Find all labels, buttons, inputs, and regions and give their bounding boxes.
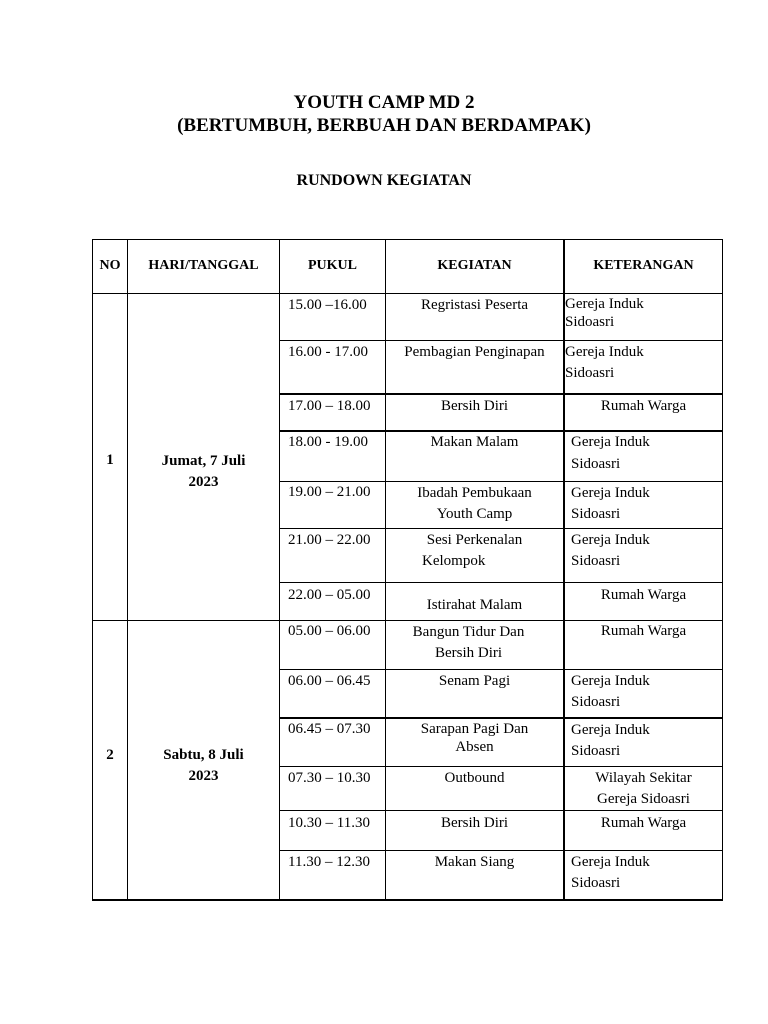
table-right-border xyxy=(722,239,723,901)
time-cell: 15.00 –16.00 xyxy=(288,297,367,313)
header-keterangan: KETERANGAN xyxy=(593,258,694,273)
time-cell: 17.00 – 18.00 xyxy=(288,398,371,414)
table-top-border xyxy=(92,239,723,240)
note-cell: Gereja Sidoasri xyxy=(597,791,690,807)
header-hari-tanggal: HARI/TANGGAL xyxy=(148,258,259,273)
time-cell: 21.00 – 22.00 xyxy=(288,532,371,548)
activity-cell: Youth Camp xyxy=(436,506,513,522)
activity-cell: Regristasi Peserta xyxy=(420,297,529,313)
day-date: Jumat, 7 Juli xyxy=(161,453,246,469)
note-cell: Wilayah Sekitar xyxy=(595,770,692,786)
note-cell: Sidoasri xyxy=(571,875,621,891)
note-cell: Sidoasri xyxy=(571,506,621,522)
note-cell: Sidoasri xyxy=(565,365,615,381)
note-cell: Gereja Induk xyxy=(571,854,650,870)
note-cell: Gereja Induk xyxy=(565,344,644,360)
note-cell: Rumah Warga xyxy=(600,815,687,831)
note-cell: Sidoasri xyxy=(571,456,621,472)
day-year: 2023 xyxy=(188,474,219,490)
note-cell: Sidoasri xyxy=(571,553,621,569)
note-cell: Gereja Induk xyxy=(571,485,650,501)
activity-cell: Ibadah Pembukaan xyxy=(417,485,532,501)
day-number: 2 xyxy=(106,747,114,763)
activity-cell: Bangun Tidur Dan xyxy=(412,624,525,640)
time-cell: 11.30 – 12.30 xyxy=(288,854,370,870)
activity-cell: Absen xyxy=(455,739,494,755)
activity-cell: Sarapan Pagi Dan xyxy=(420,721,529,737)
day-year: 2023 xyxy=(188,768,219,784)
row-separator xyxy=(279,669,723,670)
row-separator xyxy=(279,766,723,767)
time-cell: 06.45 – 07.30 xyxy=(288,721,371,737)
activity-cell: Kelompok xyxy=(422,553,486,569)
note-cell: Rumah Warga xyxy=(600,587,687,603)
column-divider-pukul xyxy=(385,239,386,901)
row-separator xyxy=(279,393,723,395)
time-cell: 10.30 – 11.30 xyxy=(288,815,370,831)
table-left-border xyxy=(92,239,93,901)
activity-cell: Istirahat Malam xyxy=(426,597,523,613)
day-number: 1 xyxy=(106,452,114,468)
column-divider-no xyxy=(127,239,128,901)
note-cell: Rumah Warga xyxy=(600,623,687,639)
time-cell: 18.00 - 19.00 xyxy=(288,434,368,450)
note-cell: Gereja Induk xyxy=(571,673,650,689)
note-cell: Gereja Induk xyxy=(571,532,650,548)
time-cell: 19.00 – 21.00 xyxy=(288,484,371,500)
section-heading: RUNDOWN KEGIATAN xyxy=(296,172,472,189)
row-separator xyxy=(279,340,723,341)
time-cell: 07.30 – 10.30 xyxy=(288,770,371,786)
row-separator xyxy=(279,850,723,851)
row-separator xyxy=(279,528,723,529)
note-cell: Sidoasri xyxy=(571,694,621,710)
row-separator xyxy=(279,582,723,583)
activity-cell: Senam Pagi xyxy=(438,673,511,689)
note-cell: Gereja Induk xyxy=(565,296,644,312)
note-cell: Sidoasri xyxy=(565,314,615,330)
activity-cell: Bersih Diri xyxy=(434,645,503,661)
document-title: YOUTH CAMP MD 2 xyxy=(293,92,475,113)
activity-cell: Outbound xyxy=(444,770,505,786)
row-separator xyxy=(279,810,723,811)
header-kegiatan: KEGIATAN xyxy=(437,258,512,273)
header-no: NO xyxy=(99,258,121,273)
time-cell: 16.00 - 17.00 xyxy=(288,344,368,360)
note-cell: Rumah Warga xyxy=(600,398,687,414)
activity-cell: Makan Malam xyxy=(430,434,519,450)
activity-cell: Bersih Diri xyxy=(440,398,509,414)
note-cell: Sidoasri xyxy=(571,743,621,759)
table-bottom-border xyxy=(92,899,723,901)
time-cell: 06.00 – 06.45 xyxy=(288,673,371,689)
activity-cell: Pembagian Penginapan xyxy=(404,344,545,360)
activity-cell: Bersih Diri xyxy=(440,815,509,831)
time-cell: 05.00 – 06.00 xyxy=(288,623,371,639)
document-subtitle-theme: (BERTUMBUH, BERBUAH DAN BERDAMPAK) xyxy=(177,115,591,136)
activity-cell: Makan Siang xyxy=(434,854,515,870)
activity-cell: Sesi Perkenalan xyxy=(426,532,523,548)
time-cell: 22.00 – 05.00 xyxy=(288,587,371,603)
column-divider-hari xyxy=(279,239,280,901)
header-pukul: PUKUL xyxy=(308,258,357,273)
day-date: Sabtu, 8 Juli xyxy=(163,747,244,763)
note-cell: Gereja Induk xyxy=(571,722,650,738)
note-cell: Gereja Induk xyxy=(571,434,650,450)
